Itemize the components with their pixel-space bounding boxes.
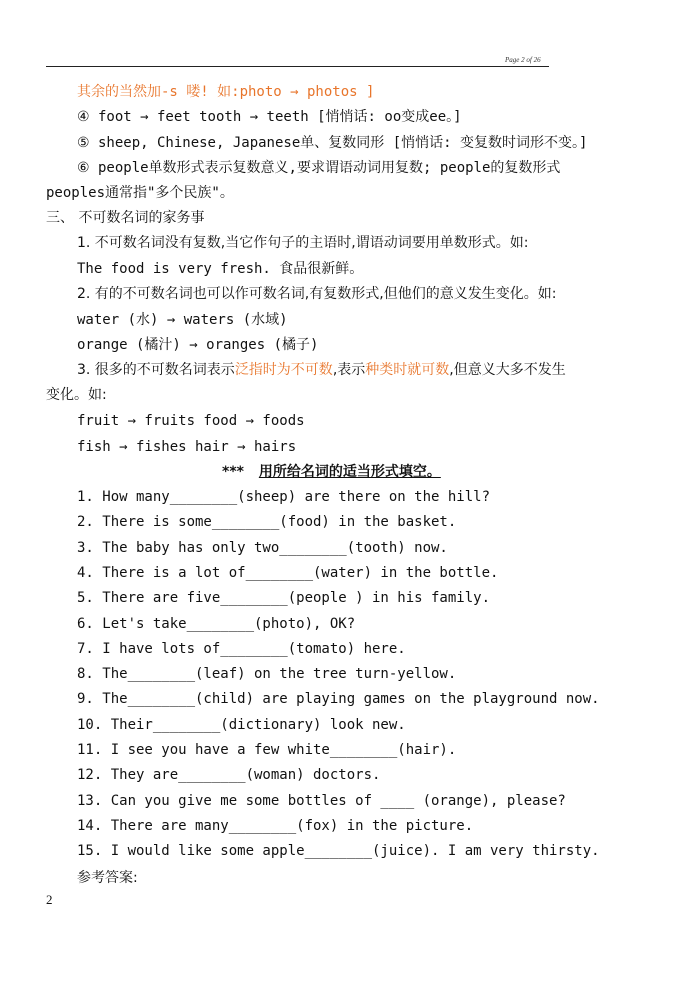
section-paragraph-3b: 变化。如: [46,387,107,403]
paragraph-text: ,表示 [332,362,366,378]
exercise-item: 9. The________(child) are playing games on the playground now. [77,691,600,707]
answers-label: 参考答案: [77,870,138,886]
page-number: 2 [46,892,53,907]
exercise-item: 7. I have lots of________(tomato) here. [77,641,406,657]
exercise-item: 14. There are many________(fox) in the picture. [77,818,474,834]
exercise-item: 12. They are________(woman) doctors. [77,767,381,783]
exercise-item: 6. Let's take________(photo), OK? [77,616,356,632]
section-paragraph-3a [77,361,566,379]
exercise-item: 10. Their________(dictionary) look new. [77,717,406,733]
exercise-item: 4. There is a lot of________(water) in the bottle. [77,565,499,581]
rule-item-6a: ⑥ people单数形式表示复数意义,要求谓语动词用复数; people的复数形式 [77,160,561,176]
exercise-item: 3. The baby has only two________(tooth) now. [77,540,448,556]
header-rule [46,66,549,67]
title-stars: *** [222,464,244,480]
exercise-item: 13. Can you give me some bottles of ____ (orange), please? [77,793,566,809]
exercise-item: 2. There is some________(food) in the basket. [77,514,457,530]
page-label: Page 2 of 26 [505,56,541,64]
title-text: 用所给名词的适当形式填空。 [258,464,441,480]
section-paragraph-2: 2. 有的不可数名词也可以作可数名词,有复数形式,但他们的意义发生变化。如: [77,286,557,302]
section-paragraph-1: 1. 不可数名词没有复数,当它作句子的主语时,谓语动词要用单数形式。如: [77,235,529,251]
exercise-item: 15. I would like some apple________(juice). I am very thirsty. [77,843,600,859]
exercise-item: 5. There are five________(people ) in his family. [77,590,491,606]
rule-item-5: ⑤ sheep, Chinese, Japanese单、复数同形 [悄悄话: 变复数时词形不变。] [77,135,588,151]
rule-orange-line: 其余的当然加-s 喽! 如:photo → photos ] [77,84,375,100]
rule-item-4: ④ foot → feet tooth → teeth [悄悄话: oo变成ee。] [77,109,462,125]
example-line: water (水) → waters (水域) [77,312,288,328]
example-line: fruit → fruits food → foods [77,413,305,429]
exercise-item: 8. The________(leaf) on the tree turn-yellow. [77,666,457,682]
rule-item-6b: peoples通常指"多个民族"。 [46,185,234,201]
highlight-text: 泛指时为不可数 [234,362,333,378]
example-line: fish → fishes hair → hairs [77,439,297,455]
example-line: The food is very fresh. 食品很新鲜。 [77,261,364,277]
exercise-title [222,463,441,481]
exercise-item: 1. How many________(sheep) are there on the hill? [77,489,491,505]
paragraph-text: 3. 很多的不可数名词表示 [77,362,235,378]
highlight-text: 种类时就可数 [365,362,450,378]
paragraph-text: ,但意义大多不发生 [449,362,566,378]
section-heading: 三、 不可数名词的家务事 [46,210,205,226]
example-line: orange (橘汁) → oranges (橘子) [77,337,319,353]
exercise-item: 11. I see you have a few white________(hair). [77,742,457,758]
